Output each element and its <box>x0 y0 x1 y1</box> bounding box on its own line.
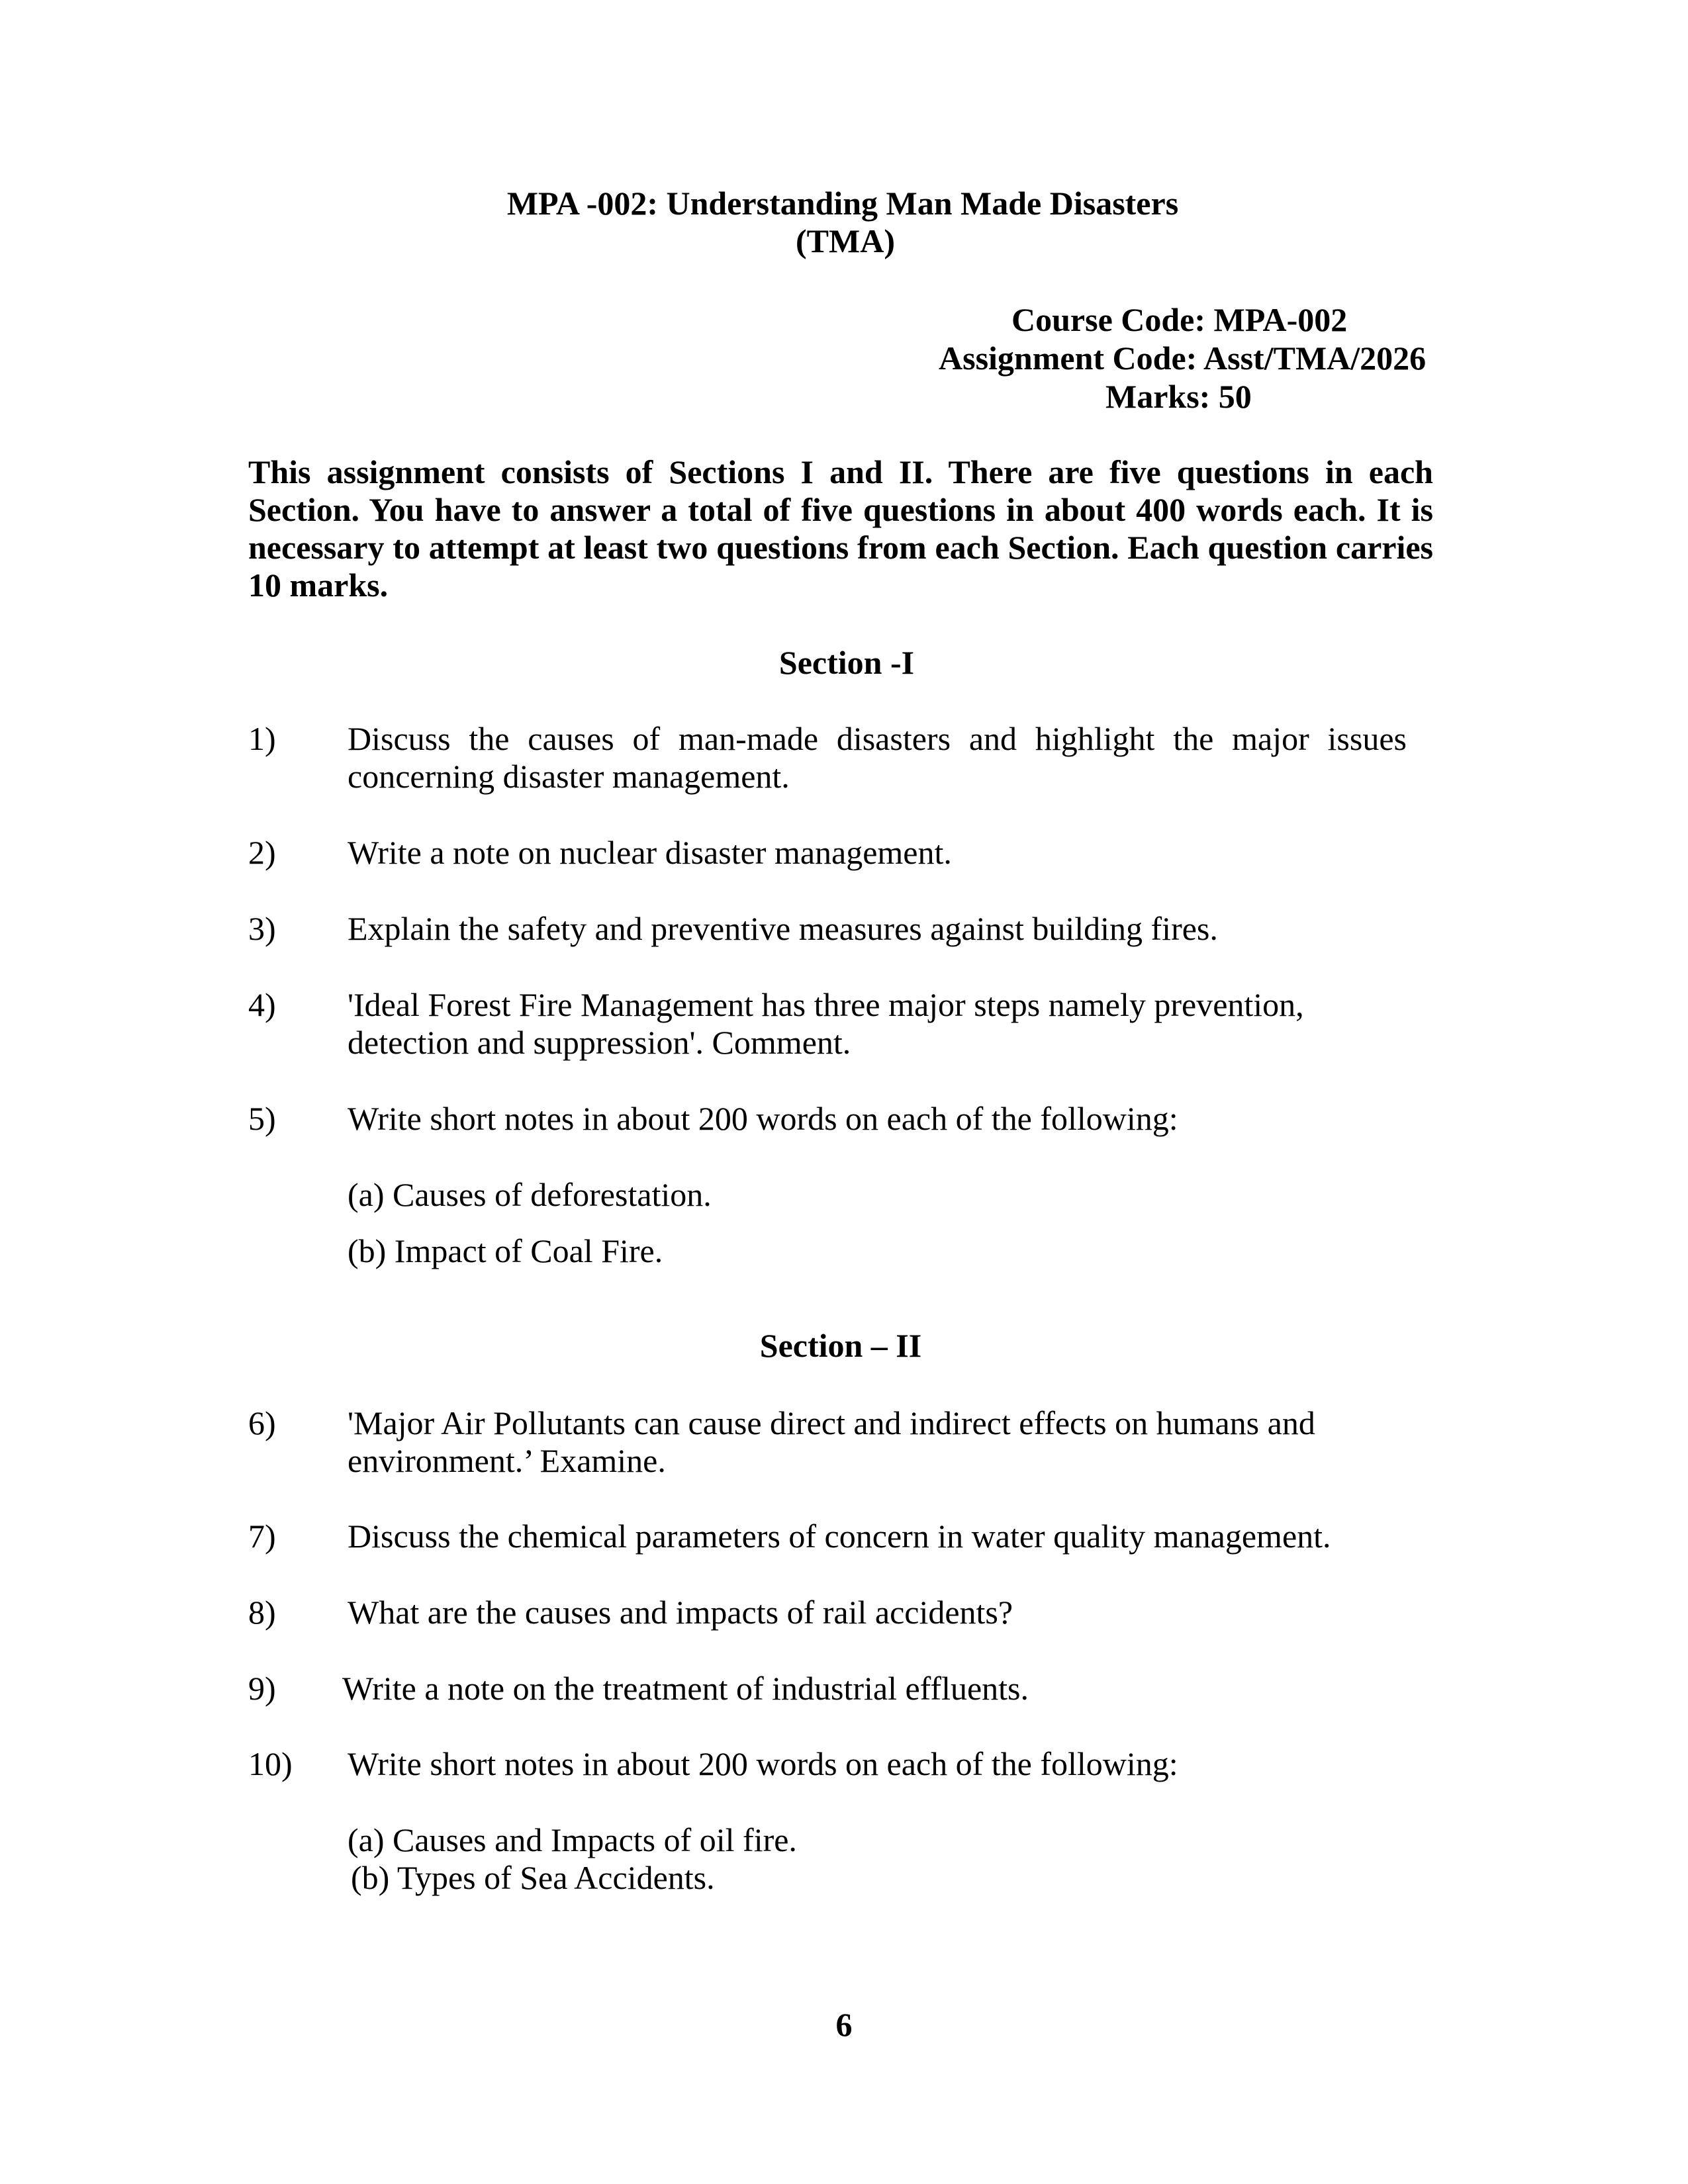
question-number: 2) <box>248 834 276 871</box>
question-number: 7) <box>248 1518 276 1555</box>
assignment-code: Assignment Code: Asst/TMA/2026 <box>939 340 1427 377</box>
question-number: 5) <box>248 1100 276 1137</box>
question-number: 10) <box>248 1745 293 1782</box>
question-text: 'Ideal Forest Fire Management has three major steps namely prevention, detection and suppression'. Comment. <box>348 986 1304 1061</box>
question-text: Discuss the chemical parameters of concern in water quality management. <box>348 1518 1331 1555</box>
question-text: What are the causes and impacts of rail accidents? <box>348 1594 1013 1631</box>
question-text: Discuss the causes of man-made disasters and highlight the major issues concerning disaster management. <box>348 720 1407 795</box>
section-2-heading: Section – II <box>759 1327 922 1364</box>
marks: Marks: 50 <box>1105 378 1252 415</box>
sub-item-b: (b) Impact of Coal Fire. <box>348 1232 663 1269</box>
question-number: 6) <box>248 1404 276 1441</box>
question-text: Write a note on the treatment of industrial effluents. <box>342 1670 1029 1707</box>
sub-item-a: (a) Causes and Impacts of oil fire. <box>348 1821 797 1858</box>
document-title: MPA -002: Understanding Man Made Disasters <box>506 185 1179 222</box>
instructions-paragraph: This assignment consists of Sections I and II. There are five questions in each Section. You have to answer a total of five questions in about 400 words each. It is necessary to attempt at least two questions from each Section. Each question carries 10 marks. <box>248 453 1433 604</box>
sub-item-a: (a) Causes of deforestation. <box>348 1176 712 1213</box>
question-text: Write a note on nuclear disaster management. <box>348 834 952 871</box>
course-code: Course Code: MPA-002 <box>1011 301 1348 338</box>
question-number: 8) <box>248 1594 276 1631</box>
sub-item-b: (b) Types of Sea Accidents. <box>351 1859 715 1896</box>
question-number: 4) <box>248 986 276 1023</box>
question-text: Write short notes in about 200 words on each of the following: <box>348 1100 1178 1137</box>
document-subtitle: (TMA) <box>796 222 895 259</box>
question-number: 1) <box>248 720 276 757</box>
question-number: 3) <box>248 910 276 947</box>
page-number: 6 <box>835 2006 853 2043</box>
question-text: Write short notes in about 200 words on each of the following: <box>348 1745 1178 1782</box>
question-text: 'Major Air Pollutants can cause direct and indirect effects on humans and environment.’ Examine. <box>348 1404 1315 1479</box>
section-1-heading: Section -I <box>778 644 915 681</box>
question-number: 9) <box>248 1670 276 1707</box>
question-text: Explain the safety and preventive measures against building fires. <box>348 910 1218 947</box>
